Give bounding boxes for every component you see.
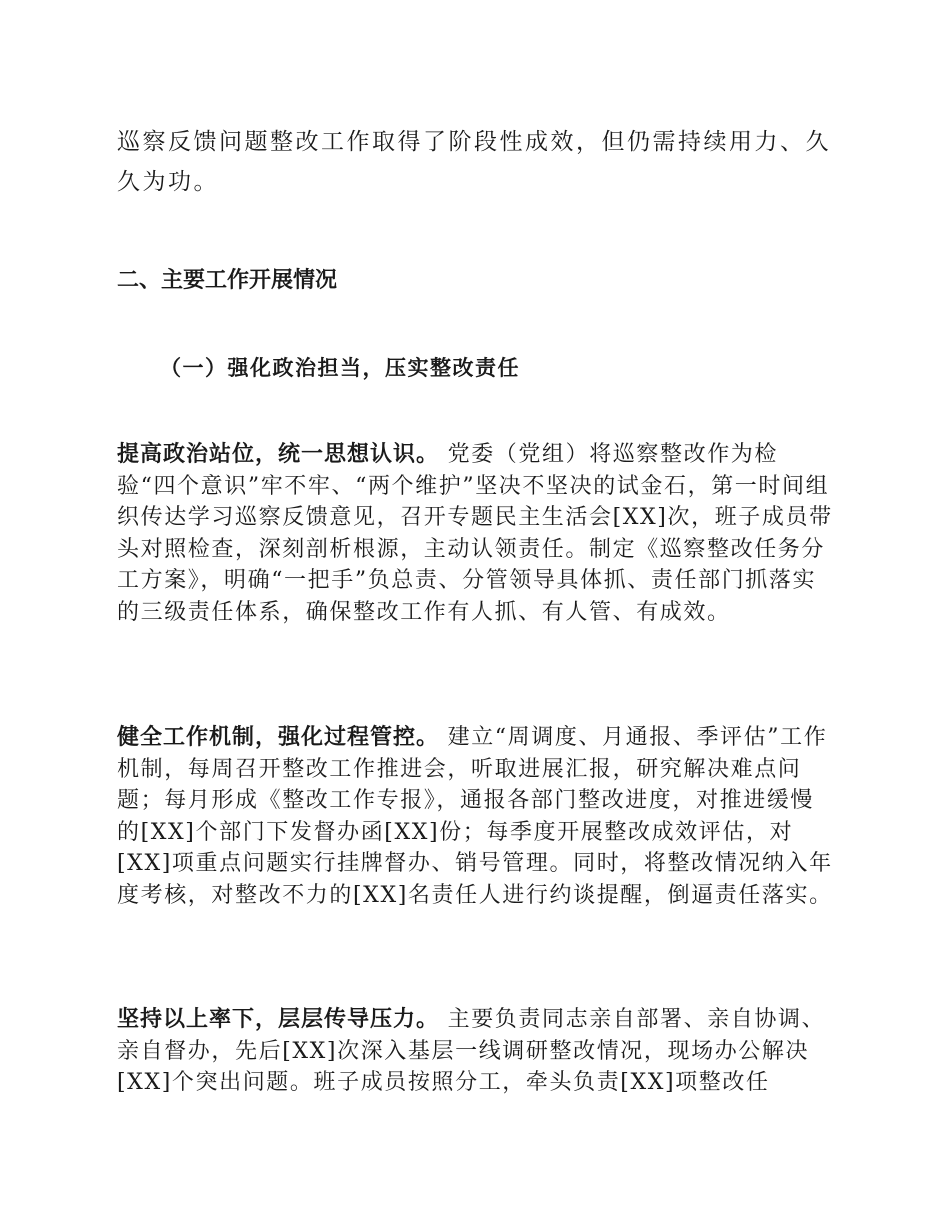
paragraph-lead: 健全工作机制，强化过程管控。 [117, 724, 440, 750]
paragraph-body: 建立“周调度、月通报、季评估”工作机制，每周召开整改工作推进会，听取进展汇报，研究解决难点问题；每月形成《整改工作专报》，通报各部门整改进度，对推进缓慢的[XX]个部门下发督办函[XX]份；每季度开展整改成效评估，对[XX]项重点问题实行挂牌督办、销号管理。同时，将整改情况纳入年度考核，对整改不力的[XX]名责任人进行约谈提醒，倒逼责任落实。 [117, 725, 833, 908]
subsection-heading: （一）强化政治担当，压实整改责任 [160, 355, 520, 380]
paragraph-body: 主要负责同志亲自部署、亲自协调、亲自督办，先后[XX]次深入基层一线调研整改情况，现场办公解决[XX]个突出问题。班子成员按照分工，牵头负责[XX]项整改任 [117, 1007, 826, 1095]
paragraph-body: 党委（党组）将巡察整改作为检验“四个意识”牢不牢、“两个维护”坚决不坚决的试金石，第一时间组织传达学习巡察反馈意见，召开专题民主生活会[XX]次，班子成员带头对照检查，深刻剖析根源，主动认领责任。制定《巡察整改任务分工方案》，明确“一把手”负总责、分管领导具体抓、责任部门抓落实的三级责任体系，确保整改工作有人抓、有人管、有成效。 [117, 442, 833, 625]
body-paragraph [117, 722, 837, 911]
body-paragraph [117, 439, 837, 628]
section-heading: 二、主要工作开展情况 [117, 268, 338, 293]
paragraph-lead: 提高政治站位，统一思想认识。 [117, 441, 440, 467]
body-paragraph [117, 1004, 837, 1099]
paragraph-lead: 坚持以上率下，层层传导压力。 [117, 1006, 440, 1032]
intro-paragraph: 巡察反馈问题整改工作取得了阶段性成效，但仍需持续用力、久久为功。 [117, 129, 831, 195]
